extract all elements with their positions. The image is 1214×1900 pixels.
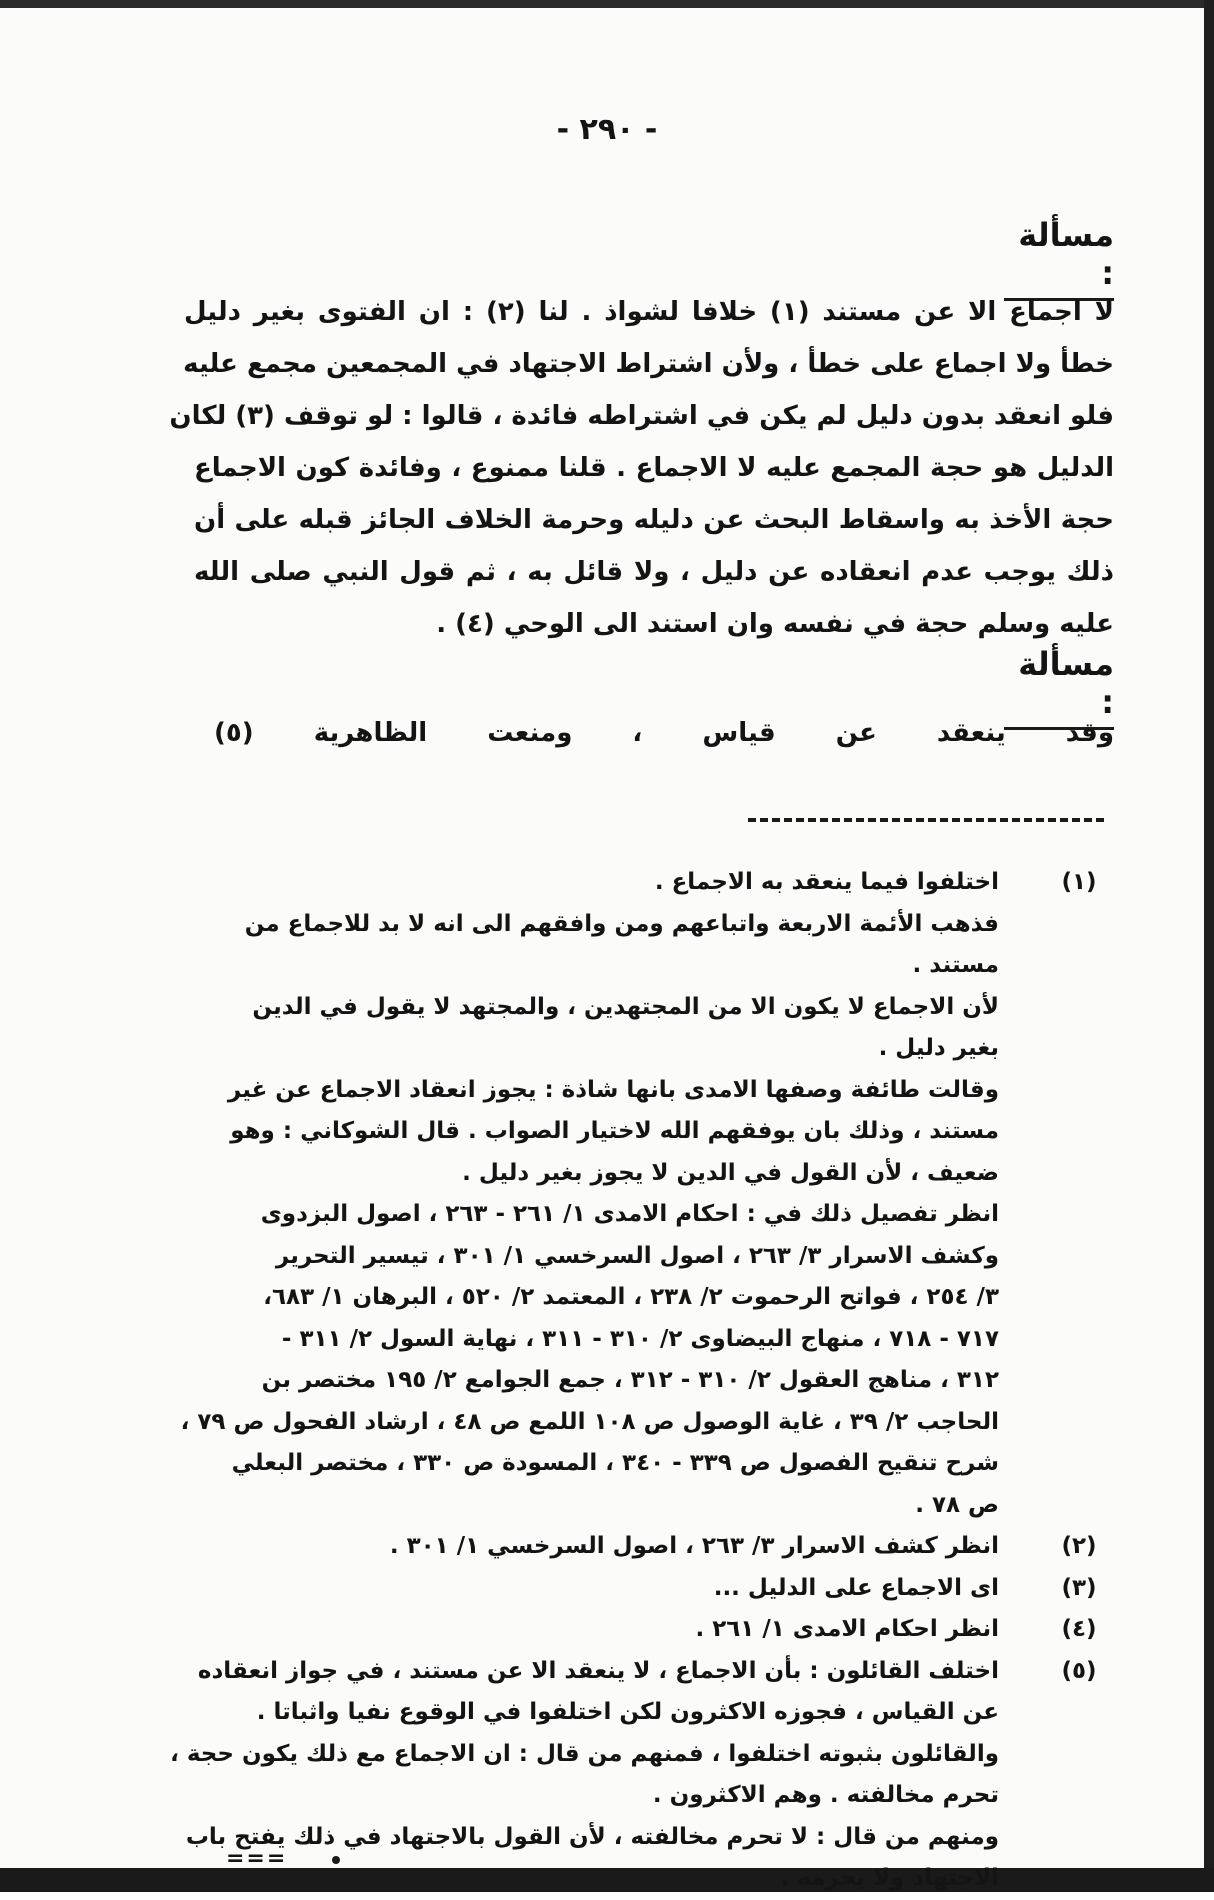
footnote-line: الحاجب ٢/ ٣٩ ، غاية الوصول ص ١٠٨ اللمع ص ٤٨ ، ارشاد الفحول ص ٧٩ ،: [180, 1408, 999, 1435]
footnote-line: فذهب الأئمة الاربعة واتباعهم ومن وافقهم الى انه لا بد للاجماع من مستند .: [244, 910, 999, 978]
main-text-line: عليه وسلم حجة في نفسه وان استند الى الوحي (٤) .: [436, 609, 1114, 639]
footnote-line: انظر تفصيل ذلك في : احكام الامدى ١/ ٢٦١ - ٢٦٣ ، اصول البزدوى: [260, 1201, 999, 1227]
main-text-line: ذلك يوجب عدم انعقاده عن دليل ، ولا قائل به ، ثم قول النبي صلى الله: [194, 557, 1114, 587]
footnote-separator: [748, 818, 1104, 822]
footnote-line: ضعيف ، لأن القول في الدين لا يجوز بغير دليل .: [462, 1159, 999, 1186]
footnote-number: (٢): [1061, 1533, 1097, 1559]
footnote-line: بغير دليل .: [878, 1035, 999, 1061]
end-marks: ===: [226, 1846, 288, 1871]
footnote-line: لأن الاجماع لا يكون الا من المجتهدين ، والمجتهد لا يقول في الدين: [252, 993, 999, 1020]
section-heading-2: مسألة :: [1004, 645, 1114, 730]
footnote-line: والقائلون بثبوته اختلفوا ، فمنهم من قال : ان الاجماع مع ذلك يكون حجة ،: [170, 1740, 999, 1767]
footnote-3: [104, 1568, 1114, 1610]
main-text-line: خطأ ولا اجماع على خطأ ، ولأن اشتراط الاجتهاد في المجمعين مجمع عليه: [183, 349, 1114, 379]
main-text-line: فلو انعقد بدون دليل لم يكن في اشتراطه فائدة ، قالوا : لو توقف (٣) لكان: [169, 401, 1114, 431]
footnote-line: ٣١٢ ، مناهج العقول ٢/ ٣١٠ - ٣١٢ ، جمع الجوامع ٢/ ١٩٥ مختصر بن: [261, 1367, 999, 1393]
footnote-line: مستند ، وذلك بان يوفقهم الله لاختيار الصواب . قال الشوكاني : وهو: [230, 1118, 999, 1144]
footnote-line: اختلفوا فيما ينعقد به الاجماع .: [654, 869, 999, 895]
footnote-1: [104, 862, 1114, 1526]
section-2-text: وقد ينعقد عن قياس ، ومنعت الظاهرية (٥): [214, 718, 1114, 748]
page-number: - ٢٩٠ -: [556, 112, 658, 147]
footnote-4: [104, 1609, 1114, 1651]
main-text-line: لا اجماع الا عن مستند (١) خلافا لشواذ . لنا (٢) : ان الفتوى بغير دليل: [184, 297, 1114, 327]
footnote-line: وكشف الاسرار ٣/ ٢٦٣ ، اصول السرخسي ١/ ٣٠١ ، تيسير التحرير: [275, 1242, 999, 1269]
footnote-line: عن القياس ، فجوزه الاكثرون لكن اختلفوا في الوقوع نفيا واثباتا .: [256, 1699, 999, 1725]
footnote-text: اى الاجماع على الدليل ...: [713, 1574, 999, 1601]
scan-edge-right: [1204, 0, 1214, 1892]
footnote-line: وقالت طائفة وصفها الامدى بانها شاذة : يجوز انعقاد الاجماع عن غير: [227, 1076, 999, 1103]
end-dot: [332, 1856, 340, 1864]
footnote-text: انظر كشف الاسرار ٣/ ٢٦٣ ، اصول السرخسي ١/ ٣٠١ .: [389, 1533, 999, 1559]
footnotes: [104, 862, 1114, 1900]
main-text-line: الدليل هو حجة المجمع عليه لا الاجماع . قلنا ممنوع ، وفائدة كون الاجماع: [194, 453, 1114, 483]
footnote-number: (٥): [1061, 1657, 1097, 1684]
main-text-line: حجة الأخذ به واسقاط البحث عن دليله وحرمة الخلاف الجائز قبله على أن: [194, 505, 1114, 535]
scan-edge-top: [0, 0, 1214, 8]
footnote-text: [169, 1651, 999, 1900]
footnote-2: [104, 1526, 1114, 1568]
footnote-line: ومنهم من قال : لا تحرم مخالفته ، لأن القول بالاجتهاد في ذلك يفتح باب: [185, 1823, 999, 1850]
footnote-number: (٣): [1061, 1574, 1097, 1601]
footnote-line: الاجتهاد ولا يحرمه .: [780, 1865, 999, 1891]
footnote-text: [169, 862, 999, 1526]
footnote-line: شرح تنقيح الفصول ص ٣٣٩ - ٣٤٠ ، المسودة ص ٣٣٠ ، مختصر البعلي: [231, 1450, 999, 1476]
main-text: [169, 286, 1114, 650]
footnote-line: ٧١٧ - ٧١٨ ، منهاج البيضاوى ٢/ ٣١٠ - ٣١١ ، نهاية السول ٢/ ٣١١ -: [281, 1325, 999, 1352]
footnote-line: اختلف القائلون : بأن الاجماع ، لا ينعقد الا عن مستند ، في جواز انعقاده: [197, 1657, 999, 1684]
footnote-line: تحرم مخالفته . وهم الاكثرون .: [652, 1782, 999, 1808]
footnote-line: ٣/ ٢٥٤ ، فواتح الرحموت ٢/ ٢٣٨ ، المعتمد ٢/ ٥٢٠ ، البرهان ١/ ٦٨٣،: [263, 1284, 999, 1310]
footnote-text: انظر احكام الامدى ١/ ٢٦١ .: [695, 1616, 999, 1642]
footnote-line: ص ٧٨ .: [915, 1491, 999, 1518]
section-heading-1: مسألة :: [1004, 216, 1114, 301]
footnote-number: (٤): [1061, 1616, 1097, 1642]
footnote-number: (١): [1061, 869, 1097, 895]
